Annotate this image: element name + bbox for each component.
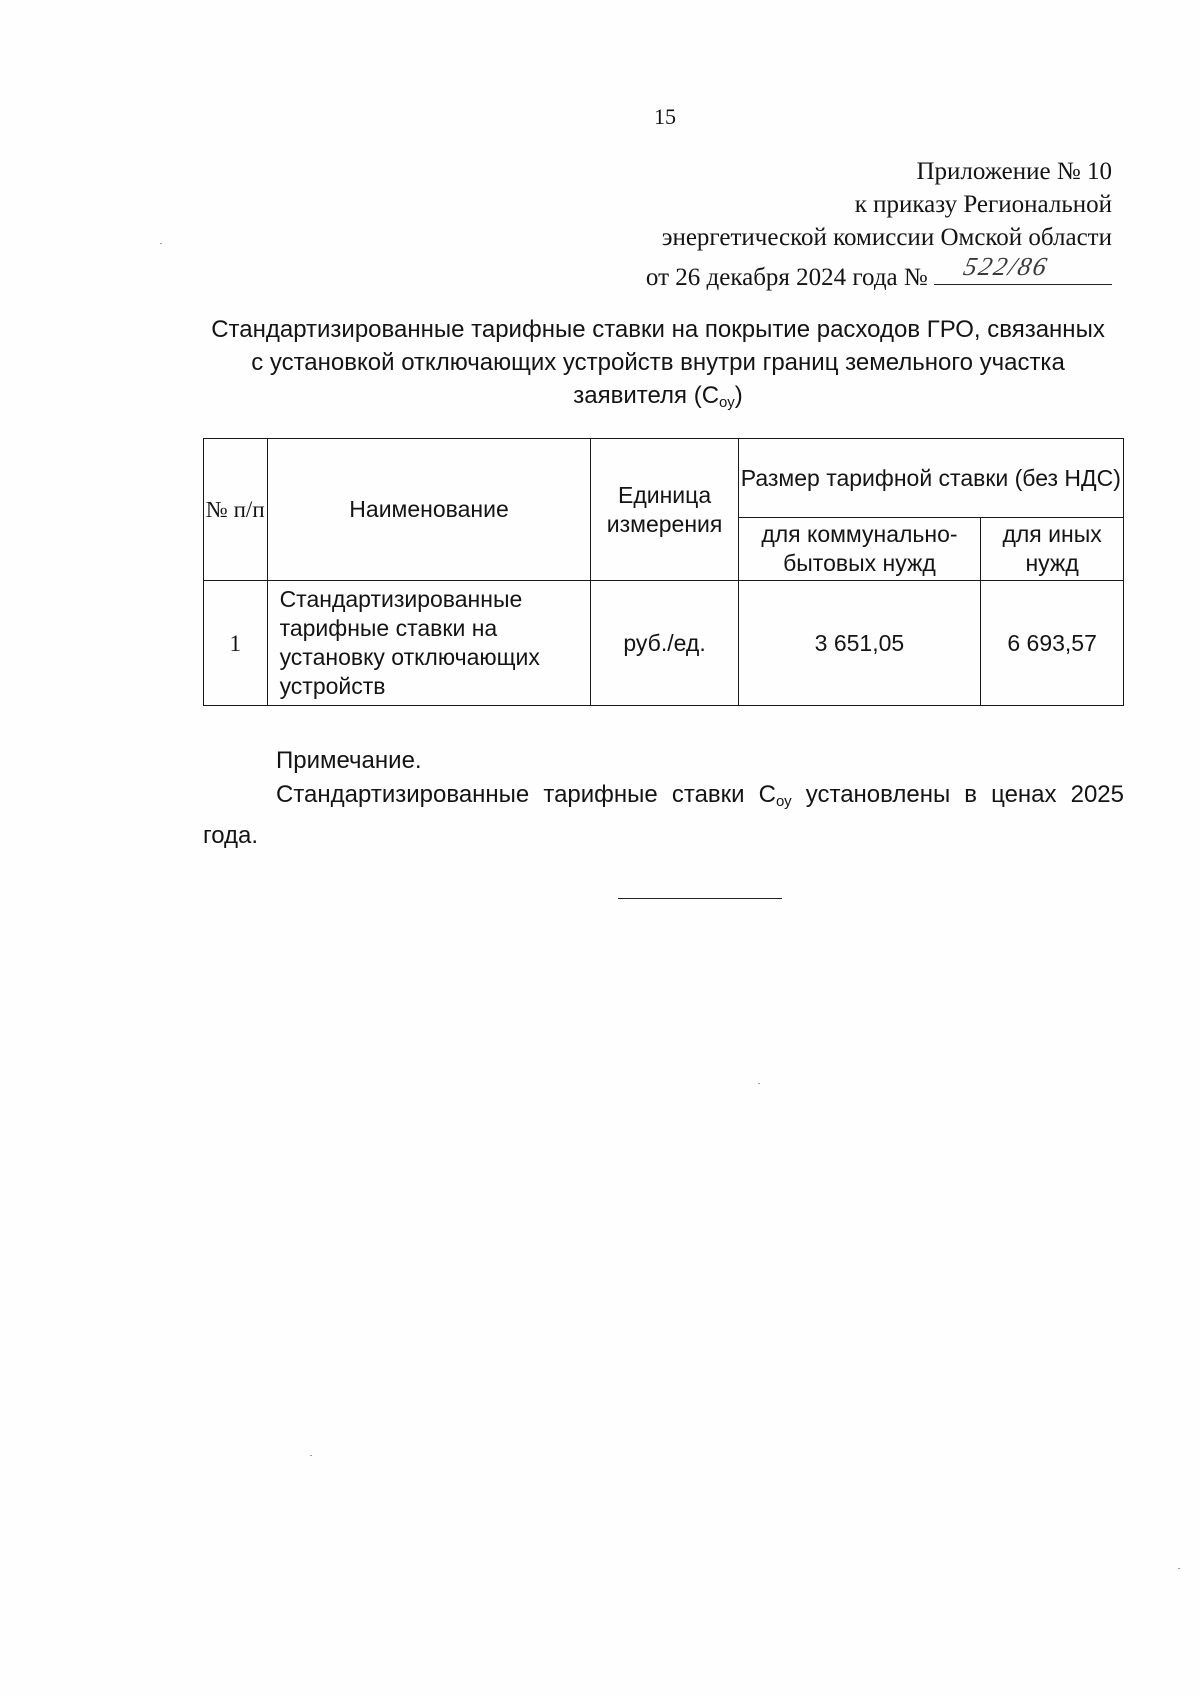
order-number-field	[934, 254, 1112, 285]
note-block	[203, 744, 1124, 853]
title-line-3	[196, 379, 1120, 419]
header-rate-other: для иных нужд	[981, 518, 1124, 581]
note-text	[203, 778, 1124, 853]
order-number-handwritten: 522/86	[960, 252, 1052, 281]
note-label: Примечание.	[276, 747, 422, 774]
header-rate-household: для коммунально-бытовых нужд	[738, 518, 981, 581]
scan-speck	[1178, 1568, 1180, 1569]
cell-unit: руб./ед.	[591, 581, 738, 706]
header-num: № п/п	[204, 439, 268, 581]
table-row	[204, 581, 1124, 706]
header-unit: Единица измерения	[591, 439, 738, 581]
appendix-header	[646, 155, 1112, 294]
note-text-end: установлены в ценах 2025 года.	[203, 781, 1125, 849]
cell-name: Стандартизированные тарифные ставки на установку отключающих устройств	[267, 581, 591, 706]
appendix-order-ref: к приказу Региональной	[854, 191, 1112, 218]
appendix-commission: энергетической комиссии Омской области	[661, 224, 1112, 251]
note-subscript: оу	[775, 793, 792, 810]
page-number: 15	[654, 104, 676, 129]
note-text-start: Стандартизированные тарифные ставки С	[276, 781, 776, 808]
table-header-row	[204, 439, 1124, 518]
title-line-3-text: заявителя (С	[573, 382, 720, 409]
appendix-date: от 26 декабря 2024 года №	[645, 264, 928, 291]
header-name: Наименование	[267, 439, 591, 581]
scan-speck	[160, 243, 162, 244]
scan-speck	[310, 1455, 312, 1456]
appendix-date-line	[646, 254, 1112, 294]
cell-num: 1	[204, 581, 268, 706]
cell-other-rate: 6 693,57	[981, 581, 1124, 706]
title-line-3-end: )	[734, 382, 743, 409]
document-title	[196, 313, 1120, 419]
title-subscript: оу	[719, 394, 735, 411]
title-line-1: Стандартизированные тарифные ставки на покрытие расходов ГРО, связанных	[211, 316, 1105, 343]
title-line-2: с установкой отключающих устройств внутри границ земельного участка	[251, 349, 1065, 376]
closing-divider	[618, 898, 782, 899]
appendix-number: Приложение № 10	[916, 158, 1112, 185]
tariff-table	[203, 438, 1124, 706]
header-rate: Размер тарифной ставки (без НДС)	[738, 439, 1123, 518]
scan-speck	[758, 1083, 760, 1084]
cell-household-rate: 3 651,05	[738, 581, 981, 706]
